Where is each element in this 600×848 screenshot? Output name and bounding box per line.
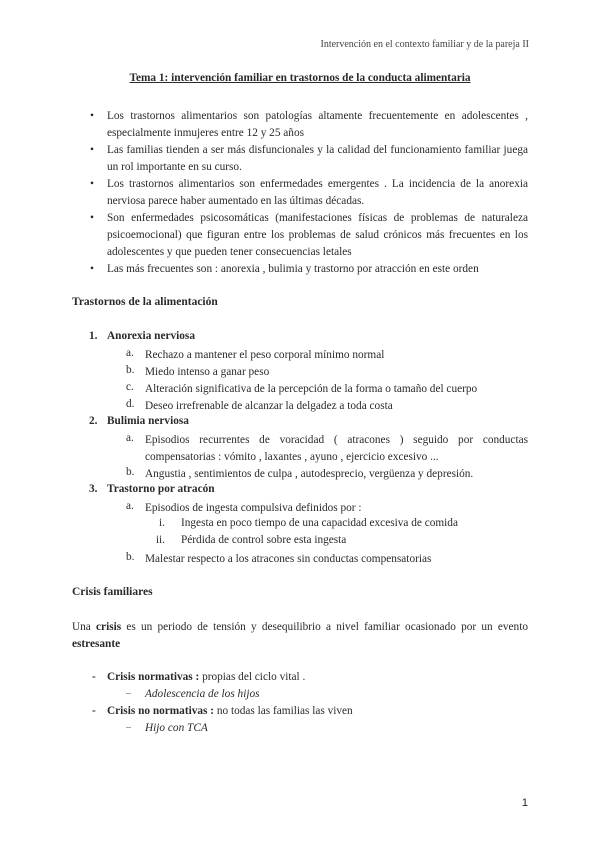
list-letter: b. bbox=[126, 364, 135, 376]
def-term: estresante bbox=[72, 638, 121, 650]
intro-bullet: • Los trastornos alimentarios son enfermedades emergentes . La incidencia de la anorexia nerviosa parece haber aumentado en las últimas décadas. bbox=[107, 176, 528, 210]
crisis-type-label: Crisis normativas : bbox=[107, 671, 200, 683]
crisis-type-label: Crisis no normativas : bbox=[107, 705, 215, 717]
endash-marker: – bbox=[126, 722, 131, 733]
list-letter: a. bbox=[126, 347, 134, 359]
def-text: es un periodo de tensión y desequilibrio a nivel familiar ocasionado por un evento bbox=[126, 621, 528, 633]
list-item: Episodios recurrentes de voracidad ( atracones ) seguido por conductas compensatorias : vómito , laxantes , ayuno , ejercicio excesivo ... bbox=[145, 434, 528, 463]
endash-marker: – bbox=[126, 688, 131, 699]
list-number: 3. bbox=[89, 483, 98, 495]
list-item: Angustia , sentimientos de culpa , autodesprecio, vergüenza y depresión. bbox=[145, 468, 474, 480]
list-item: Rechazo a mantener el peso corporal mínimo normal bbox=[145, 349, 385, 361]
disorder-name: Trastorno por atracón bbox=[107, 483, 215, 495]
page-number: 1 bbox=[521, 797, 528, 809]
list-letter: d. bbox=[126, 398, 135, 410]
list-item: Episodios de ingesta compulsiva definidos por : bbox=[145, 502, 362, 514]
intro-bullet: • Las familias tienden a ser más disfuncionales y la calidad del funcionamiento familiar juega un rol importante en su curso. bbox=[107, 142, 528, 176]
dash-marker: - bbox=[92, 705, 96, 717]
dash-marker: - bbox=[92, 671, 96, 683]
crisis-type-desc: propias del ciclo vital . bbox=[199, 671, 306, 683]
section-heading-crisis: Crisis familiares bbox=[72, 586, 153, 598]
crisis-type-desc: no todas las familias las viven bbox=[214, 705, 353, 717]
intro-bullet: • Son enfermedades psicosomáticas (manifestaciones físicas de problemas de naturaleza psicoemocional) que figuran entre los problemas de salud crónicos más frecuentes en los adolescentes y que pueden tener consecuencias letales bbox=[107, 210, 528, 261]
disorder-name: Anorexia nerviosa bbox=[107, 330, 195, 342]
list-roman: ii. bbox=[155, 534, 165, 546]
list-letter: b. bbox=[126, 466, 135, 478]
list-letter: a. bbox=[126, 432, 134, 444]
intro-bullet: • Las más frecuentes son : anorexia , bulimia y trastorno por atracción en este orden bbox=[107, 261, 528, 278]
crisis-definition bbox=[72, 619, 528, 653]
list-number: 2. bbox=[89, 415, 98, 427]
topic-title: Tema 1: intervención familiar en trastornos de la conducta alimentaria bbox=[129, 72, 471, 84]
section-heading-trastornos: Trastornos de la alimentación bbox=[72, 296, 218, 308]
list-roman: i. bbox=[159, 517, 165, 529]
crisis-type bbox=[107, 705, 353, 717]
def-term: crisis bbox=[96, 621, 122, 633]
list-subitem: Pérdida de control sobre esta ingesta bbox=[181, 534, 347, 546]
list-letter: c. bbox=[126, 381, 134, 393]
running-header: Intervención en el contexto familiar y de la pareja II bbox=[320, 39, 529, 50]
list-item: Miedo intenso a ganar peso bbox=[145, 366, 270, 378]
list-letter: b. bbox=[126, 551, 135, 563]
crisis-example: Adolescencia de los hijos bbox=[145, 688, 260, 700]
list-item: Alteración significativa de la percepción de la forma o tamaño del cuerpo bbox=[145, 383, 478, 395]
list-item: Malestar respecto a los atracones sin conductas compensatorias bbox=[145, 553, 432, 565]
list-item: Deseo irrefrenable de alcanzar la delgadez a toda costa bbox=[145, 400, 393, 412]
intro-bullet: • Los trastornos alimentarios son patologías altamente frecuentemente en adolescentes , especialmente inmujeres entre 12 y 25 años bbox=[107, 108, 528, 142]
list-letter: a. bbox=[126, 500, 134, 512]
def-word: Una bbox=[72, 621, 91, 633]
crisis-type bbox=[107, 671, 305, 683]
list-number: 1. bbox=[89, 330, 98, 342]
list-subitem: Ingesta en poco tiempo de una capacidad excesiva de comida bbox=[181, 517, 458, 529]
disorder-name: Bulimia nerviosa bbox=[107, 415, 189, 427]
crisis-example: Hijo con TCA bbox=[145, 722, 208, 734]
